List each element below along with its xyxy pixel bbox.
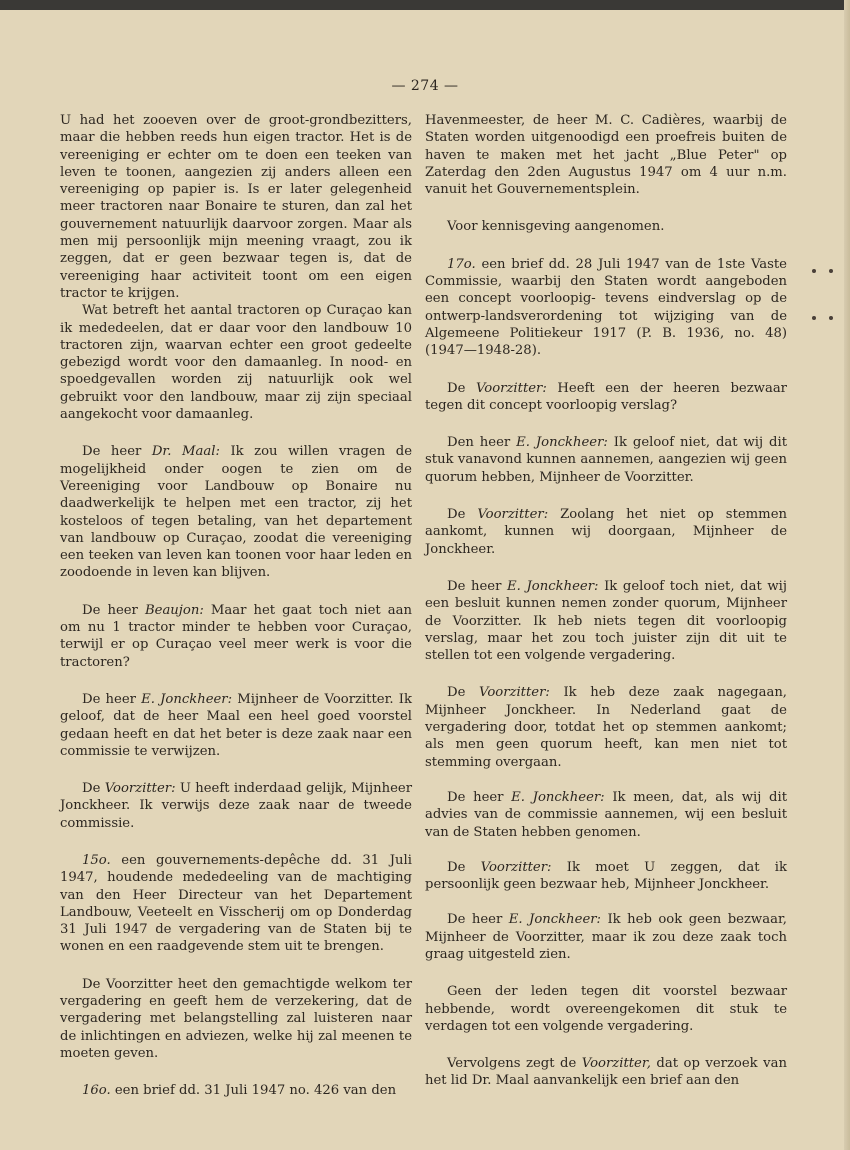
paragraph: De Voorzitter: U heeft inderdaad gelijk, Mijnheer Jonckheer. Ik verwijs deze zaak naar de tweede commissie. (60, 781, 413, 831)
paragraph: Voor kennisgeving aangenomen. (447, 219, 665, 235)
paragraph: 17o. een brief dd. 28 Juli 1947 van de 1ste Vaste Commissie, waarbij den Staten wordt aangeboden een concept voorloopig- tevens eindverslag op de ontwerp-landsverordening tot wijziging van de Algemeene Politiekeur 1917 (P. B. 1936, no. 48) (1947—1948-28). (425, 256, 787, 359)
paragraph: Vervolgens zegt de Voorzitter, dat op verzoek van het lid Dr. Maal aanvankelijk een brief aan den (425, 1056, 787, 1089)
item-number: 16o. (82, 1083, 111, 1099)
paragraph: 15o. een gouvernements-depêche dd. 31 Juli 1947, houdende mededeeling van de machtiging van den Heer Directeur van het Departement Landbouw, Veeteelt en Visscherij om op Donderdag 31 Juli 1947 de vergadering van de Staten bij te wonen en een raadgevende stem uit te brengen. (60, 852, 412, 955)
margin-mark (829, 269, 833, 273)
speaker-name: Voorzitter: (479, 685, 550, 701)
paragraph: De Voorzitter: Heeft een der heeren bezwaar tegen dit concept voorloopig verslag? (425, 380, 787, 413)
speaker-name: Voorzitter: (104, 781, 176, 797)
margin-mark (812, 316, 816, 320)
speaker-name: E. Jonckheer: (507, 578, 599, 594)
speaker-name: E. Jonckheer: (141, 691, 233, 707)
paragraph: De heer E. Jonckheer: Ik heb ook geen bezwaar, Mijnheer de Voorzitter, maar ik zou deze zaak toch graag uitgesteld zien. (425, 912, 787, 962)
speaker-name: Voorzitter: (477, 507, 549, 523)
speaker-name: E. Jonckheer: (508, 912, 601, 928)
paragraph: De heer Dr. Maal: Ik zou willen vragen de mogelijkheid onder oogen te zien om de Vereeniging voor Landbouw op Bonaire nu daadwerkelijk te helpen met een tractor, zij het kosteloos of tegen betaling, van het departement van landbouw op Curaçao, zoodat die vereeniging een teeken van leven kan toonen voor haar leden en zoodoende in leven kan blijven. (60, 444, 412, 581)
paragraph: De Voorzitter heet den gemachtigde welkom ter vergadering en geeft hem de verzekering, dat de vergadering met belangstelling zal luisteren naar de inlichtingen en adviezen, welke hij zal meenen te moeten geven. (60, 976, 412, 1061)
paragraph: Geen der leden tegen dit voorstel bezwaar hebbende, wordt overeengekomen dit stuk te verdagen tot een volgende vergadering. (425, 984, 787, 1034)
paragraph: De heer E. Jonckheer: Ik geloof toch niet, dat wij een besluit kunnen nemen zonder quorum, Mijnheer de Voorzitter. Ik heb niets tegen dit voorloopig verslag, maar het zou toch juister zijn dit uit te stellen tot een volgende vergadering. (425, 578, 787, 664)
speaker-name: Voorzitter: (480, 859, 552, 875)
paragraph: De Voorzitter: Ik heb deze zaak nagegaan, Mijnheer Jonckheer. In Nederland gaat de vergadering door, totdat het op stemmen aankomt; als men geen quorum heeft, kan men niet tot stemming overgaan. (425, 685, 788, 770)
scan-border-top (0, 0, 850, 10)
speaker-name: Dr. Maal: (151, 444, 220, 460)
paragraph: De heer E. Jonckheer: Mijnheer de Voorzitter. Ik geloof, dat de heer Maal een heel goed voorstel gedaan heeft en dat het beter is deze zaak naar een commissie te verwijzen. (60, 691, 412, 759)
margin-mark (829, 316, 833, 320)
paragraph: 16o. een brief dd. 31 Juli 1947 no. 426 van den (82, 1083, 397, 1099)
paragraph: De heer Beaujon: Maar het gaat toch niet aan om nu 1 tractor minder te hebben voor Curaçao, terwijl er op Curaçao veel meer werk is voor die tractoren? (60, 602, 412, 670)
paragraph: Havenmeester, de heer M. C. Cadières, waarbij de Staten worden uitgenoodigd een proefreis buiten de haven te maken met het jacht „Blue Peter" op Zaterdag den 2den Augustus 1947 om 4 uur n.m. vanuit het Gouvernementsplein. (425, 113, 787, 198)
speaker-name: Voorzitter: (475, 380, 547, 396)
paragraph: Den heer E. Jonckheer: Ik geloof niet, dat wij dit stuk vanavond kunnen aannemen, aangezien wij geen quorum hebben, Mijnheer de Voorzitter. (425, 435, 787, 485)
speaker-name: Voorzitter, (581, 1056, 651, 1072)
paragraph: Wat betreft het aantal tractoren op Curaçao kan ik mededeelen, dat er daar voor den landbouw 10 tractoren zijn, waarvan echter een groot gedeelte gebezigd wordt voor den damaanleg. In nood- en spoedgevallen worden zij natuurlijk ook wel gebruikt voor den landbouw, maar zij zijn speciaal aangekocht voor damaanleg. (60, 303, 412, 423)
speaker-name: E. Jonckheer: (511, 789, 605, 805)
paragraph: U had het zooeven over de groot-grondbezitters, maar die hebben reeds hun eigen tractor. Het is de vereeniging er echter om te doen een teeken van leven te toonen, aangezien zij anders alleen een vereeniging op papier is. Is er later gelegenheid meer tractoren naar Bonaire te sturen, dan zal het gouvernement natuurlijk daarvoor zorgen. Maar als men mij persoonlijk mijn meening vraagt, zou ik zeggen, dat er geen bezwaar tegen is, dat de vereeniging haar activiteit toont om een eigen tractor te krijgen. (60, 113, 412, 301)
paragraph: De Voorzitter: Ik moet U zeggen, dat ik persoonlijk geen bezwaar heb, Mijnheer Jonckheer. (425, 859, 787, 893)
scan-border-right (844, 0, 850, 1150)
page-number: — 274 — (391, 78, 459, 94)
left-column (60, 112, 412, 1100)
paragraph: De heer E. Jonckheer: Ik meen, dat, als wij dit advies van de commissie aannemen, wij een besluit van de Staten hebben genomen. (425, 789, 787, 840)
item-number: 15o. (82, 852, 111, 868)
margin-mark (812, 269, 816, 273)
right-column (425, 112, 787, 1090)
speaker-name: Beaujon: (144, 602, 204, 618)
item-number: 17o. (447, 256, 476, 272)
paragraph: De Voorzitter: Zoolang het niet op stemmen aankomt, kunnen wij doorgaan, Mijnheer de Jonckheer. (425, 507, 787, 557)
speaker-name: E. Jonckheer: (516, 435, 608, 451)
